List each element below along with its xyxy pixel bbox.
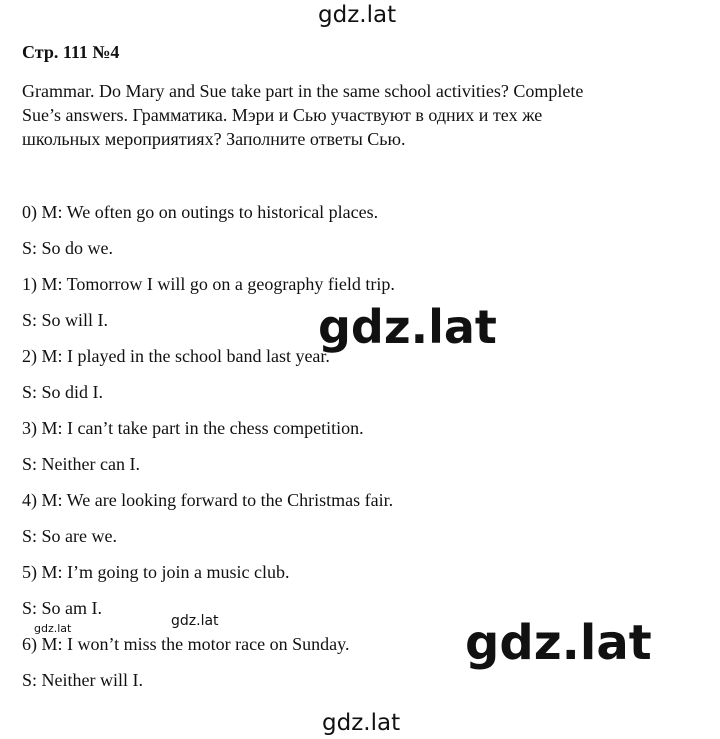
watermark-large-right: gdz.lat bbox=[465, 615, 652, 671]
watermark-center: gdz.lat bbox=[318, 300, 497, 354]
watermark-top: gdz.lat bbox=[318, 2, 397, 28]
watermark-tiny: gdz.lat bbox=[34, 622, 72, 635]
instructions-line: Sue’s answers. Грамматика. Мэри и Сью участвуют в одних и тех же bbox=[22, 105, 543, 125]
dialogue-line: S: So did I. bbox=[22, 382, 104, 402]
dialogue-line: 1) M: Tomorrow I will go on a geography field trip. bbox=[22, 274, 395, 294]
dialogue-line: 4) M: We are looking forward to the Christmas fair. bbox=[22, 490, 394, 510]
dialogue-line: S: Neither will I. bbox=[22, 670, 143, 690]
instructions-line: школьных мероприятиях? Заполните ответы Сью. bbox=[22, 129, 406, 149]
dialogue-line: 0) M: We often go on outings to historical places. bbox=[22, 202, 379, 222]
dialogue-line: 3) M: I can’t take part in the chess competition. bbox=[22, 418, 364, 438]
watermark-bottom: gdz.lat bbox=[322, 710, 401, 736]
instructions-line: Grammar. Do Mary and Sue take part in the same school activities? Complete bbox=[22, 81, 584, 101]
dialogue-line: S: Neither can I. bbox=[22, 454, 140, 474]
dialogue-line: S: So are we. bbox=[22, 526, 117, 546]
dialogue-line: S: So am I. bbox=[22, 598, 103, 618]
dialogue-line: 5) M: I’m going to join a music club. bbox=[22, 562, 290, 582]
watermark-small: gdz.lat bbox=[171, 613, 219, 629]
dialogue-line: S: So will I. bbox=[22, 310, 109, 330]
dialogue-line: 2) M: I played in the school band last year. bbox=[22, 346, 330, 366]
dialogue-line: S: So do we. bbox=[22, 238, 114, 258]
task-instructions bbox=[22, 79, 682, 151]
dialogue-line: 6) M: I won’t miss the motor race on Sunday. bbox=[22, 634, 350, 654]
page-heading: Стр. 111 №4 bbox=[22, 42, 120, 62]
